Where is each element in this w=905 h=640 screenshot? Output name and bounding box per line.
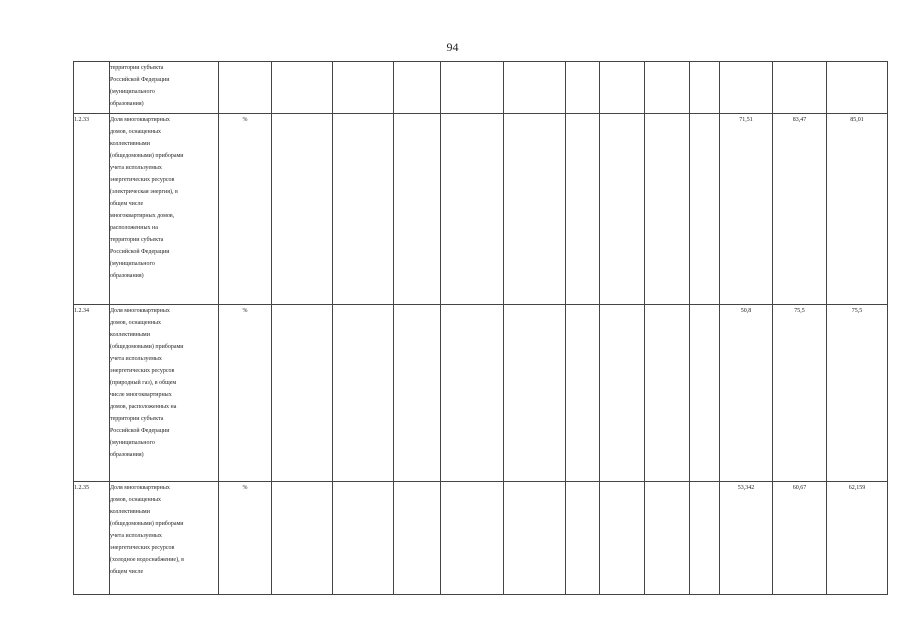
empty-cell (441, 305, 504, 482)
empty-cell (272, 62, 333, 114)
row-number (74, 62, 110, 114)
empty-cell (566, 482, 600, 595)
empty-cell (600, 482, 645, 595)
value-cell (827, 62, 888, 114)
indicators-table (73, 61, 888, 595)
value-cell: 83,47 (773, 114, 827, 305)
empty-cell (333, 305, 394, 482)
empty-cell (441, 114, 504, 305)
unit-cell: % (219, 114, 272, 305)
empty-cell (645, 62, 690, 114)
empty-cell (690, 114, 720, 305)
table-row (74, 114, 888, 305)
empty-cell (333, 114, 394, 305)
empty-cell (394, 482, 441, 595)
table-row (74, 482, 888, 595)
value-cell: 85,01 (827, 114, 888, 305)
unit-cell: % (219, 482, 272, 595)
empty-cell (441, 62, 504, 114)
value-cell (720, 62, 773, 114)
table-row (74, 62, 888, 114)
empty-cell (333, 482, 394, 595)
value-cell: 53,342 (720, 482, 773, 595)
empty-cell (690, 482, 720, 595)
empty-cell (504, 114, 566, 305)
empty-cell (645, 114, 690, 305)
empty-cell (441, 482, 504, 595)
empty-cell (333, 62, 394, 114)
indicator-name: Доля многоквартирных домов, оснащенных коллективными (общедомовыми) приборами учета используемых энергетических ресурсов (природный газ), в общем числе многоквартирных домов, расположенных на территории субъекта Российской Федерации (муниципального образования) (110, 305, 219, 482)
empty-cell (504, 482, 566, 595)
empty-cell (566, 305, 600, 482)
value-cell: 71,51 (720, 114, 773, 305)
empty-cell (272, 114, 333, 305)
empty-cell (600, 62, 645, 114)
page-number: 94 (446, 40, 459, 54)
row-number: 1.2.35 (74, 482, 110, 595)
value-cell (773, 62, 827, 114)
indicator-name: Доля многоквартирных домов, оснащенных коллективными (общедомовыми) приборами учета используемых энергетических ресурсов (электрическая энергия), в общем числе многоквартирных домов, расположенных на территории субъекта Российской Федерации (муниципального образования) (110, 114, 219, 305)
empty-cell (566, 62, 600, 114)
empty-cell (690, 305, 720, 482)
empty-cell (394, 114, 441, 305)
value-cell: 62,159 (827, 482, 888, 595)
row-number: 1.2.34 (74, 305, 110, 482)
value-cell: 75,5 (827, 305, 888, 482)
empty-cell (272, 482, 333, 595)
table-row (74, 305, 888, 482)
empty-cell (600, 114, 645, 305)
empty-cell (394, 305, 441, 482)
empty-cell (566, 114, 600, 305)
indicator-name: Доля многоквартирных домов, оснащенных коллективными (общедомовыми) приборами учета используемых энергетических ресурсов (холодное водоснабжение), в общем числе (110, 482, 219, 595)
indicator-name: территории субъекта Российской Федерации (муниципального образования) (110, 62, 219, 114)
value-cell: 60,67 (773, 482, 827, 595)
unit-cell (219, 62, 272, 114)
empty-cell (272, 305, 333, 482)
unit-cell: % (219, 305, 272, 482)
value-cell: 75,5 (773, 305, 827, 482)
empty-cell (394, 62, 441, 114)
row-number: 1.2.33 (74, 114, 110, 305)
empty-cell (645, 305, 690, 482)
empty-cell (645, 482, 690, 595)
value-cell: 50,8 (720, 305, 773, 482)
empty-cell (600, 305, 645, 482)
empty-cell (504, 305, 566, 482)
empty-cell (504, 62, 566, 114)
empty-cell (690, 62, 720, 114)
